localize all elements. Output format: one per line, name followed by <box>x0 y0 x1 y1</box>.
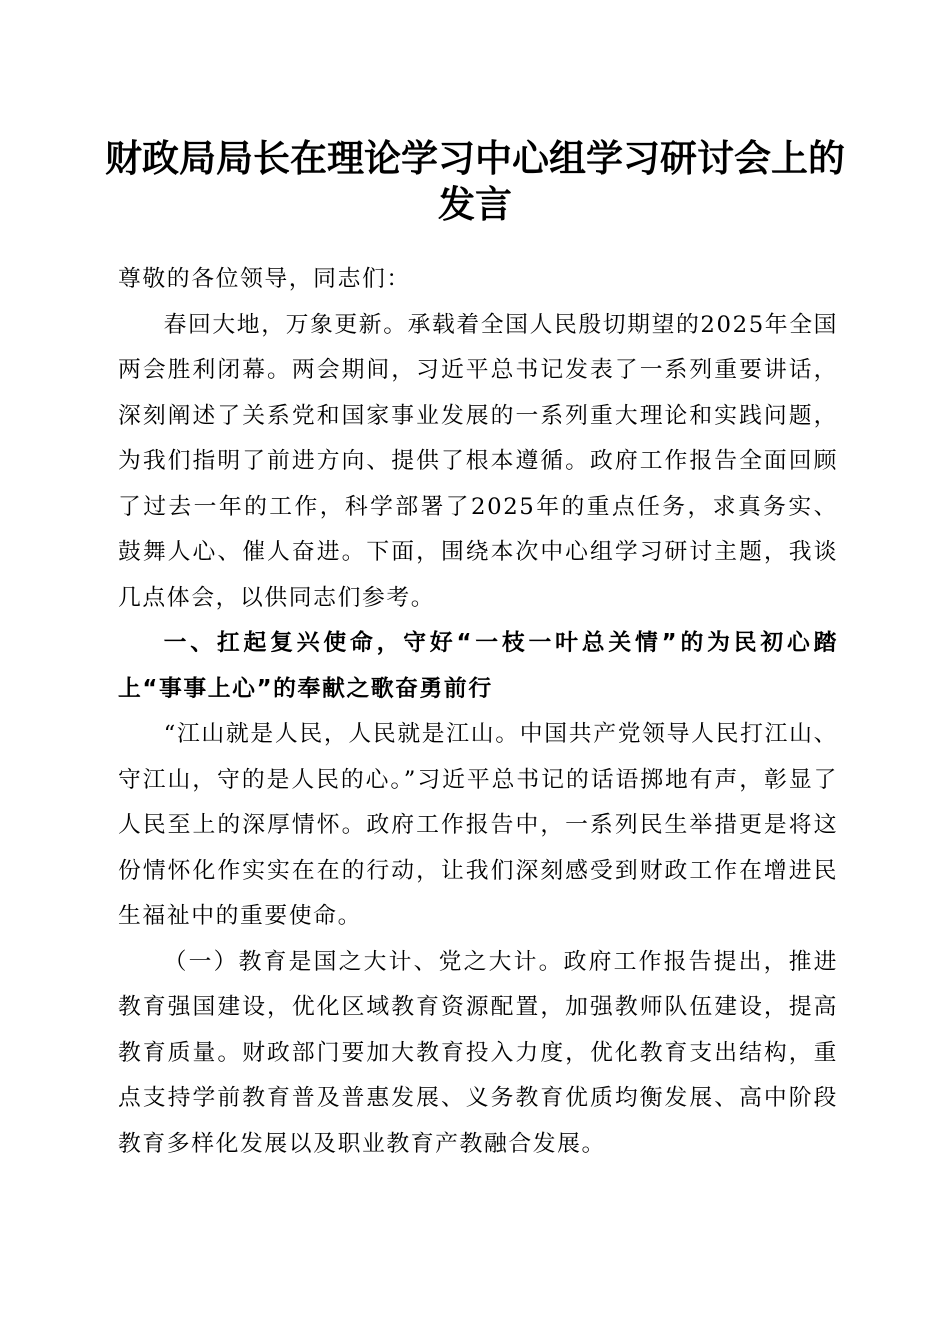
document-body <box>118 257 838 1167</box>
section-heading-1: 一、扛起复兴使命，守好“一枝一叶总关情”的为民初心踏上“事事上心”的奉献之歌奋勇前行 <box>118 630 838 702</box>
salutation: 尊敬的各位领导，同志们： <box>118 266 411 292</box>
education-paragraph: （一）教育是国之大计、党之大计。政府工作报告提出，推进教育强国建设，优化区域教育资源配置，加强教师队伍建设，提高教育质量。财政部门要加大教育投入力度，优化教育支出结构，重点支持学前教育普及普惠发展、义务教育优质均衡发展、高中阶段教育多样化发展以及职业教育产教融合发展。 <box>118 948 838 1157</box>
quote-paragraph: “江山就是人民，人民就是江山。中国共产党领导人民打江山、守江山，守的是人民的心。”习近平总书记的话语掷地有声，彰显了人民至上的深厚情怀。政府工作报告中，一系列民生举措更是将这份情怀化作实实在在的行动，让我们深刻感受到财政工作在增进民生福祉中的重要使命。 <box>118 721 838 929</box>
document-title-line-1: 财政局局长在理论学习中心组学习研讨会上的 <box>105 136 845 180</box>
document-title-line-2: 发言 <box>438 182 512 226</box>
intro-paragraph: 春回大地，万象更新。承载着全国人民殷切期望的2025年全国两会胜利闭幕。两会期间，习近平总书记发表了一系列重要讲话，深刻阐述了关系党和国家事业发展的一系列重大理论和实践问题，为我们指明了前进方向、提供了根本遵循。政府工作报告全面回顾了过去一年的工作，科学部署了2025年的重点任务，求真务实、鼓舞人心、催人奋进。下面，围绕本次中心组学习研讨主题，我谈几点体会，以供同志们参考。 <box>118 311 838 611</box>
